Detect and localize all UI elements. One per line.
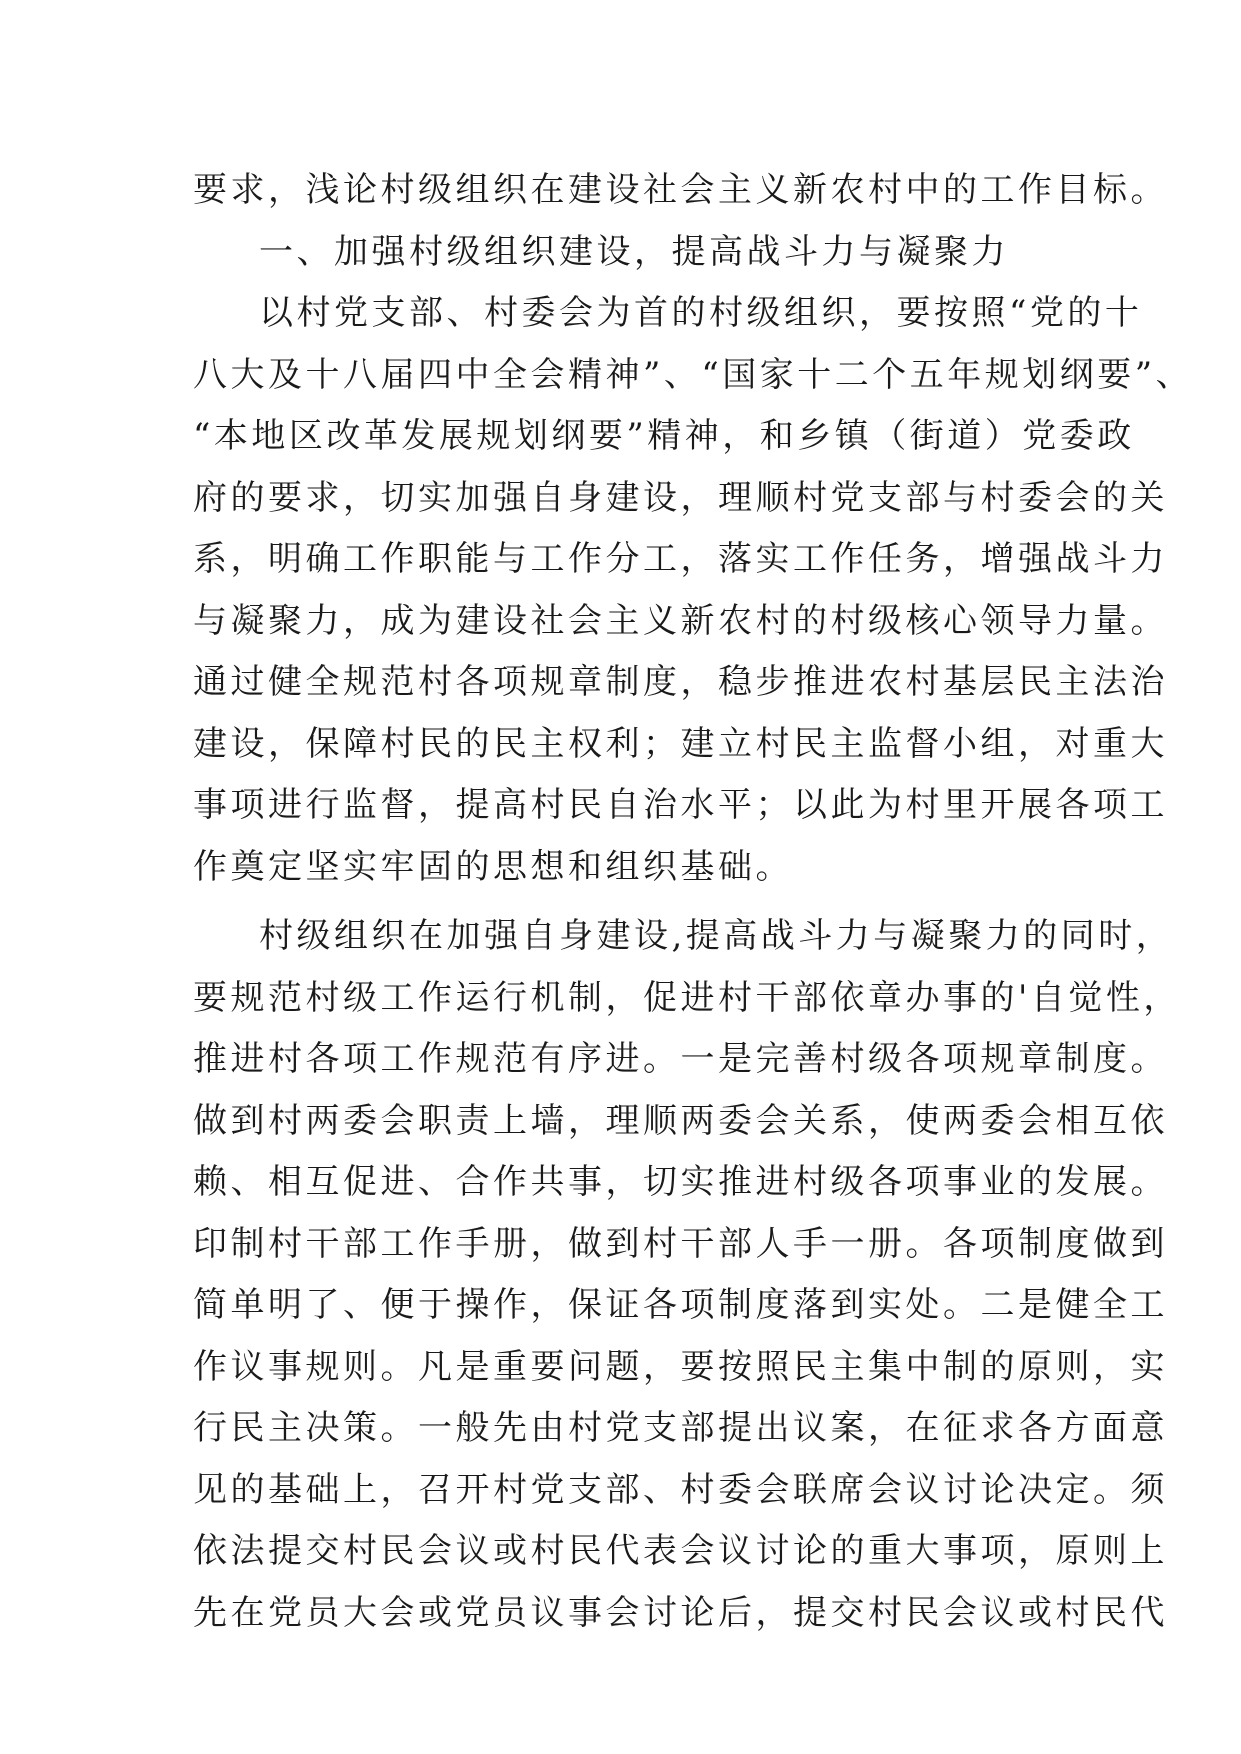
text-line: 做到村两委会职责上墙，理顺两委会关系，使两委会相互依 — [193, 1100, 1168, 1141]
text-line: 推进村各项工作规范有序进。一是完善村级各项规章制度。 — [193, 1039, 1168, 1079]
text-line: 要求，浅论村级组织在建设社会主义新农村中的工作目标。 — [193, 170, 1168, 210]
text-line: 府的要求，切实加强自身建设，理顺村党支部与村委会的关 — [193, 477, 1168, 518]
text-line: “本地区改革发展规划纲要”精神，和乡镇（街道）党委政 — [193, 416, 1135, 456]
text-line: 系，明确工作职能与工作分工，落实工作任务，增强战斗力 — [193, 539, 1168, 579]
text-line: 事项进行监督，提高村民自治水平；以此为村里开展各项工 — [193, 785, 1168, 825]
text-line: 见的基础上，召开村党支部、村委会联席会议讨论决定。须 — [193, 1469, 1168, 1510]
text-line: 作奠定坚实牢固的思想和组织基础。 — [193, 846, 793, 887]
text-line: 先在党员大会或党员议事会讨论后，提交村民会议或村民代 — [193, 1592, 1168, 1633]
text-line: 建设，保障村民的民主权利；建立村民主监督小组，对重大 — [193, 723, 1168, 764]
text-line: 与凝聚力，成为建设社会主义新农村的村级核心领导力量。 — [193, 600, 1168, 641]
paragraph-first-line: 一、加强村级组织建设，提高战斗力与凝聚力 — [259, 231, 1009, 272]
text-line: 行民主决策。一般先由村党支部提出议案，在征求各方面意 — [193, 1408, 1168, 1448]
text-line: 简单明了、便于操作，保证各项制度落到实处。二是健全工 — [193, 1285, 1168, 1325]
text-line: 赖、相互促进、合作共事，切实推进村级各项事业的发展。 — [193, 1162, 1168, 1202]
text-line: 印制村干部工作手册，做到村干部人手一册。各项制度做到 — [193, 1223, 1168, 1264]
body-text — [193, 160, 1194, 1644]
text-line: 八大及十八届四中全会精神”、“国家十二个五年规划纲要”、 — [193, 354, 1194, 395]
paragraph-first-line: 村级组织在加强自身建设,提高战斗力与凝聚力的同时， — [259, 916, 1174, 956]
text-line: 通过健全规范村各项规章制度，稳步推进农村基层民主法治 — [193, 662, 1168, 702]
paragraph-first-line: 以村党支部、村委会为首的村级组织，要按照“党的十 — [259, 293, 1143, 333]
text-line: 要规范村级工作运行机制，促进村干部依章办事的'自觉性， — [193, 977, 1181, 1018]
text-line: 依法提交村民会议或村民代表会议讨论的重大事项，原则上 — [193, 1531, 1168, 1571]
text-line: 作议事规则。凡是重要问题，要按照民主集中制的原则，实 — [193, 1346, 1168, 1387]
